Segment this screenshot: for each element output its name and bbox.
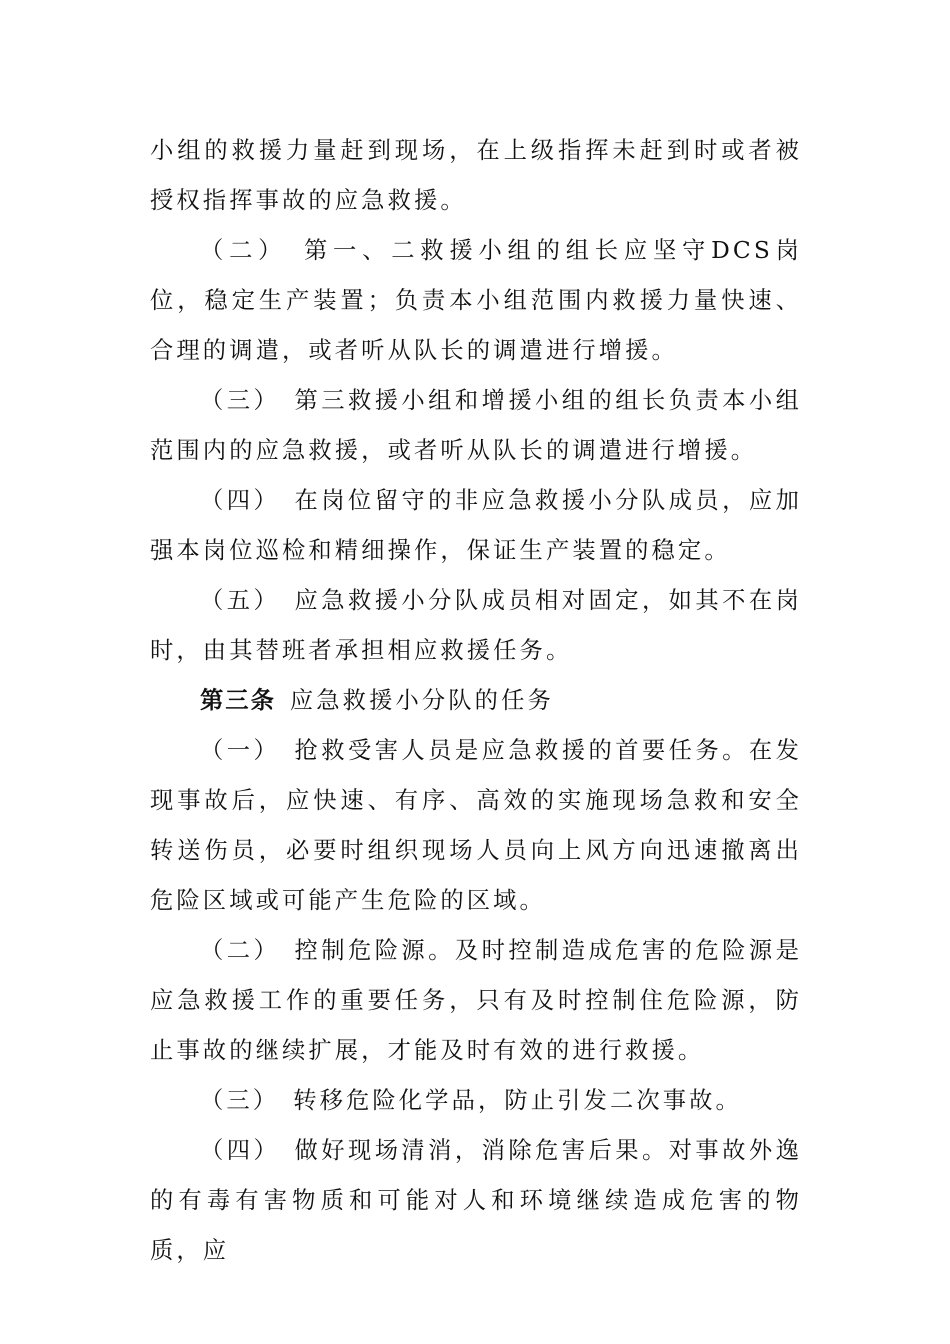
paragraph-text: 应急救援小分队成员相对固定，如其不在岗时，由其替班者承担相应救援任务。 [150,587,802,664]
paragraph-continuation [150,126,802,226]
item-label: （四） [200,1137,281,1164]
paragraph-item-4 [150,476,802,576]
item-label: （四） [200,487,281,514]
task-item-2 [150,926,802,1076]
task-text: 转移危险化学品，防止引发二次事故。 [293,1087,742,1114]
item-label: （二） [200,937,281,964]
paragraph-item-5 [150,576,802,676]
article-title: 应急救援小分队的任务 [289,687,554,714]
document-body [150,126,802,1276]
item-label: （三） [200,387,281,414]
task-item-4 [150,1126,802,1276]
item-label: （三） [200,1087,280,1114]
paragraph-item-2 [150,226,802,376]
item-label: （二） [200,237,288,264]
task-text: 抢救受害人员是应急救援的首要任务。在发现事故后，应快速、有序、高效的实施现场急救和安全转送伤员，必要时组织现场人员向上风方向迅速撤离出危险区域或可能产生危险的区域。 [150,737,802,914]
task-text: 做好现场清消，消除危害后果。对事故外逸的有毒有害物质和可能对人和环境继续造成危害的物质，应 [150,1137,802,1264]
task-item-3 [150,1076,802,1126]
paragraph-text: 第三救援小组和增援小组的组长负责本小组范围内的应急救援，或者听从队长的调遣进行增援。 [150,387,802,464]
item-label: （五） [200,587,281,614]
paragraph-text: 第一、二救援小组的组长应坚守DCS岗位，稳定生产装置；负责本小组范围内救援力量快速、合理的调遣，或者听从队长的调遣进行增援。 [150,237,802,364]
article-number: 第三条 [200,687,276,714]
item-label: （一） [200,737,281,764]
paragraph-text: 小组的救援力量赶到现场，在上级指挥未赶到时或者被授权指挥事故的应急救援。 [150,137,802,214]
paragraph-text: 在岗位留守的非应急救援小分队成员，应加强本岗位巡检和精细操作，保证生产装置的稳定。 [150,487,802,564]
article-heading [150,676,802,726]
task-item-1 [150,726,802,926]
paragraph-item-3 [150,376,802,476]
task-text: 控制危险源。及时控制造成危害的危险源是应急救援工作的重要任务，只有及时控制住危险源，防止事故的继续扩展，才能及时有效的进行救援。 [150,937,802,1064]
